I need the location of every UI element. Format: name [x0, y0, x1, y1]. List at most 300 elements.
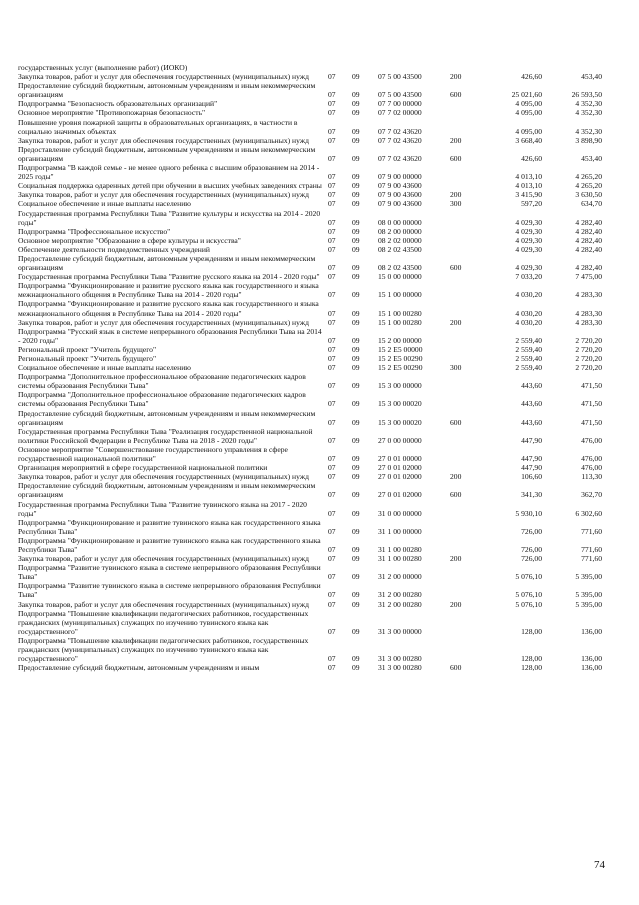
subsection-code-cell: 09 — [352, 508, 360, 518]
table-row — [18, 345, 618, 354]
target-article-cell: 08 2 00 00000 — [378, 226, 422, 236]
row-name-cell: Государственная программа Республики Тыва "Развитие культуры и искусства на 2014 - 2020 годы" — [18, 208, 321, 227]
amount-year-1-cell: 4 029,30 — [515, 226, 542, 236]
subsection-code-cell: 09 — [352, 490, 360, 500]
target-article-cell: 15 1 00 00000 — [378, 290, 422, 300]
amount-year-1-cell: 106,60 — [521, 472, 542, 482]
row-name-cell: Социальное обеспечение и иные выплаты населению — [18, 363, 191, 373]
subsection-code-cell: 09 — [352, 235, 360, 245]
target-article-cell: 08 0 00 00000 — [378, 217, 422, 227]
row-name-cell: Подпрограмма "Профессиональное искусство" — [18, 226, 171, 236]
target-article-cell: 15 1 00 00280 — [378, 317, 422, 327]
target-article-cell: 08 2 02 00000 — [378, 235, 422, 245]
table-row — [18, 463, 618, 472]
amount-year-1-cell: 4 029,30 — [515, 217, 542, 227]
subsection-code-cell: 09 — [352, 181, 360, 191]
table-row — [18, 409, 618, 427]
table-row — [18, 108, 618, 117]
section-code-cell: 07 — [328, 226, 336, 236]
amount-year-1-cell: 4 013,10 — [515, 181, 542, 191]
target-article-cell: 31 1 00 00280 — [378, 544, 422, 554]
row-name-cell: Подпрограмма "Функционирование и развитие тувинского языка как государственного языка Республики Тыва" — [18, 517, 321, 536]
row-name-cell: Социальное обеспечение и иные выплаты населению — [18, 199, 191, 209]
table-row — [18, 99, 618, 108]
subsection-code-cell: 09 — [352, 290, 360, 300]
table-row — [18, 272, 618, 281]
amount-year-2-cell: 4 282,40 — [575, 217, 602, 227]
section-code-cell: 07 — [328, 272, 336, 282]
section-code-cell: 07 — [328, 199, 336, 209]
amount-year-1-cell: 443,60 — [521, 399, 542, 409]
target-article-cell: 07 7 02 00000 — [378, 108, 422, 118]
table-row — [18, 472, 618, 481]
amount-year-2-cell: 362,70 — [581, 490, 602, 500]
amount-year-2-cell: 113,30 — [581, 472, 602, 482]
section-code-cell: 07 — [328, 217, 336, 227]
amount-year-1-cell: 341,30 — [521, 490, 542, 500]
amount-year-2-cell: 476,00 — [581, 463, 602, 473]
row-name-cell: Основное мероприятие "Совершенствование государственного управления в сфере государственной национальной политики" — [18, 444, 288, 464]
target-article-cell: 15 2 E5 00290 — [378, 363, 423, 373]
row-name-cell: Подпрограмма "Повышение квалификации педагогических работников, государственных гражданских (муниципальных) служащих по изучению тувинского языка как государственного" — [18, 608, 309, 636]
amount-year-2-cell: 5 395,00 — [575, 590, 602, 600]
row-name-cell: Предоставление субсидий бюджетным, автономным учреждениям и иным некоммерческим организациям — [18, 144, 316, 163]
amount-year-1-cell: 726,00 — [521, 526, 542, 536]
section-code-cell: 07 — [328, 572, 336, 582]
amount-year-1-cell: 4 095,00 — [515, 108, 542, 118]
table-row — [18, 199, 618, 208]
subsection-code-cell: 09 — [352, 99, 360, 109]
section-code-cell: 07 — [328, 153, 336, 163]
amount-year-1-cell: 726,00 — [521, 554, 542, 564]
amount-year-2-cell: 4 282,40 — [575, 226, 602, 236]
row-name-cell: Закупка товаров, работ и услуг для обеспечения государственных (муниципальных) нужд — [18, 135, 309, 145]
target-article-cell: 27 0 01 00000 — [378, 454, 422, 464]
target-article-cell: 07 7 02 43620 — [378, 153, 422, 163]
amount-year-1-cell: 4 029,30 — [515, 263, 542, 273]
table-row — [18, 136, 618, 145]
row-name-cell: Подпрограмма "Дополнительное профессиональное образование педагогических кадров системы образования Республики Тыва" — [18, 390, 306, 409]
budget-table — [18, 63, 618, 672]
row-name-cell: Предоставление субсидий бюджетным, автономным учреждениям и иным — [18, 663, 260, 673]
table-row — [18, 500, 618, 518]
amount-year-2-cell: 4 282,40 — [575, 263, 602, 273]
target-article-cell: 27 0 01 02000 — [378, 490, 422, 500]
table-row — [18, 245, 618, 254]
amount-year-1-cell: 2 559,40 — [515, 363, 542, 373]
row-name-cell: Предоставление субсидий бюджетным, автономным учреждениям и иным некоммерческим организациям — [18, 408, 316, 427]
row-name-cell: Подпрограмма "Функционирование и развитие русского языка как государственного и языка межнационального общения в Республике Тыва на 2014 - 2020 годы" — [18, 299, 319, 318]
amount-year-2-cell: 136,00 — [581, 663, 602, 673]
table-row — [18, 445, 618, 463]
row-name-cell: Подпрограмма "Развитие тувинского языка в системе непрерывного образования Республики Тыва" — [18, 581, 321, 600]
amount-year-2-cell: 4 265,20 — [575, 172, 602, 182]
subsection-code-cell: 09 — [352, 599, 360, 609]
expense-type-cell: 600 — [450, 490, 462, 500]
table-row — [18, 299, 618, 317]
amount-year-2-cell: 476,00 — [581, 454, 602, 464]
row-name-cell: Государственная программа Республики Тыва "Развитие русского языка на 2014 - 2020 годы" — [18, 272, 320, 282]
section-code-cell: 07 — [328, 417, 336, 427]
expense-type-cell: 600 — [450, 263, 462, 273]
subsection-code-cell: 09 — [352, 663, 360, 673]
table-row — [18, 372, 618, 390]
subsection-code-cell: 09 — [352, 308, 360, 318]
target-article-cell: 31 1 00 00000 — [378, 526, 422, 536]
subsection-code-cell: 09 — [352, 554, 360, 564]
section-code-cell: 07 — [328, 126, 336, 136]
row-name-cell: Подпрограмма "Повышение квалификации педагогических работников, государственных гражданских (муниципальных) служащих по изучению тувинского языка как государственного" — [18, 635, 309, 664]
table-row — [18, 81, 618, 99]
amount-year-2-cell: 4 352,30 — [575, 126, 602, 136]
amount-year-2-cell: 471,50 — [581, 417, 602, 427]
table-row — [18, 481, 618, 499]
amount-year-1-cell: 128,00 — [521, 663, 542, 673]
amount-year-2-cell: 4 282,40 — [575, 235, 602, 245]
section-code-cell: 07 — [328, 381, 336, 391]
table-row — [18, 563, 618, 581]
target-article-cell: 07 9 00 00000 — [378, 172, 422, 182]
subsection-code-cell: 09 — [352, 417, 360, 427]
section-code-cell: 07 — [328, 354, 336, 363]
target-article-cell: 27 0 01 02000 — [378, 463, 422, 473]
subsection-code-cell: 09 — [352, 335, 360, 345]
subsection-code-cell: 09 — [352, 90, 360, 100]
amount-year-2-cell: 4 282,40 — [575, 244, 602, 254]
target-article-cell: 08 2 02 43500 — [378, 263, 422, 273]
amount-year-2-cell: 471,50 — [581, 399, 602, 409]
section-code-cell: 07 — [328, 654, 336, 664]
target-article-cell: 27 0 01 02000 — [378, 472, 422, 482]
table-row — [18, 600, 618, 609]
amount-year-1-cell: 426,60 — [521, 153, 542, 163]
section-code-cell: 07 — [328, 544, 336, 554]
amount-year-2-cell: 4 352,30 — [575, 108, 602, 118]
target-article-cell: 07 7 02 43620 — [378, 135, 422, 145]
subsection-code-cell: 09 — [352, 172, 360, 182]
expense-type-cell: 600 — [450, 417, 462, 427]
table-row — [18, 536, 618, 554]
table-row — [18, 281, 618, 299]
amount-year-2-cell: 771,60 — [581, 554, 602, 564]
row-name-cell: Государственная программа Республики Тыва "Развитие тувинского языка на 2017 - 2020 годы" — [18, 499, 307, 518]
amount-year-1-cell: 447,90 — [521, 463, 542, 473]
amount-year-2-cell: 7 475,00 — [575, 272, 602, 282]
row-name-cell: Закупка товаров, работ и услуг для обеспечения государственных (муниципальных) нужд — [18, 72, 309, 82]
row-name-cell: Закупка товаров, работ и услуг для обеспечения государственных (муниципальных) нужд — [18, 554, 309, 564]
target-article-cell: 31 3 00 00000 — [378, 626, 422, 636]
subsection-code-cell: 09 — [352, 126, 360, 136]
amount-year-1-cell: 597,20 — [521, 199, 542, 209]
row-name-cell: Повышение уровня пожарной защиты в образовательных организациях, в частности в социально значимых объектах — [18, 117, 298, 136]
subsection-code-cell: 09 — [352, 472, 360, 482]
target-article-cell: 15 0 00 00000 — [378, 272, 422, 282]
amount-year-2-cell: 453,40 — [581, 72, 602, 82]
table-row — [18, 190, 618, 199]
subsection-code-cell: 09 — [352, 244, 360, 254]
row-name-cell: Подпрограмма "Русский язык в системе непрерывного образования Республики Тыва на 2014 - 2020 годы" — [18, 326, 322, 345]
target-article-cell: 15 3 00 00000 — [378, 381, 422, 391]
row-name-cell: Региональный проект "Учитель будущего" — [18, 354, 157, 363]
subsection-code-cell: 09 — [352, 72, 360, 82]
section-code-cell: 07 — [328, 363, 336, 373]
subsection-code-cell: 09 — [352, 544, 360, 554]
amount-year-2-cell: 2 720,20 — [575, 344, 602, 354]
target-article-cell: 07 9 00 43600 — [378, 199, 422, 209]
row-name-cell: Основное мероприятие "Противопожарная безопасность" — [18, 108, 206, 118]
expense-type-cell: 300 — [450, 199, 462, 209]
target-article-cell: 07 5 00 43500 — [378, 90, 422, 100]
amount-year-2-cell: 4 283,30 — [575, 308, 602, 318]
amount-year-1-cell: 3 415,90 — [515, 190, 542, 200]
table-row — [18, 636, 618, 663]
subsection-code-cell: 09 — [352, 526, 360, 536]
target-article-cell: 31 3 00 00280 — [378, 663, 422, 673]
amount-year-2-cell: 136,00 — [581, 654, 602, 664]
amount-year-1-cell: 4 030,20 — [515, 308, 542, 318]
section-code-cell: 07 — [328, 263, 336, 273]
section-code-cell: 07 — [328, 181, 336, 191]
expense-type-cell: 600 — [450, 90, 462, 100]
subsection-code-cell: 09 — [352, 272, 360, 282]
row-name-cell: Закупка товаров, работ и услуг для обеспечения государственных (муниципальных) нужд — [18, 190, 309, 200]
table-row — [18, 609, 618, 636]
row-name-cell: Региональный проект "Учитель будущего" — [18, 344, 157, 354]
table-row — [18, 72, 618, 81]
subsection-code-cell: 09 — [352, 463, 360, 473]
row-name-cell: Подпрограмма "В каждой семье - не менее одного ребенка с высшим образованием на 2014 - 2025 годы" — [18, 163, 320, 182]
section-code-cell: 07 — [328, 108, 336, 118]
amount-year-1-cell: 128,00 — [521, 654, 542, 664]
row-name-cell: Закупка товаров, работ и услуг для обеспечения государственных (муниципальных) нужд — [18, 317, 309, 327]
target-article-cell: 07 7 00 00000 — [378, 99, 422, 109]
table-row — [18, 390, 618, 408]
expense-type-cell: 200 — [450, 135, 462, 145]
subsection-code-cell: 09 — [352, 399, 360, 409]
amount-year-2-cell: 3 630,50 — [575, 190, 602, 200]
target-article-cell: 07 9 00 43600 — [378, 190, 422, 200]
subsection-code-cell: 09 — [352, 590, 360, 600]
subsection-code-cell: 09 — [352, 381, 360, 391]
row-name-cell: Основное мероприятие "Образование в сфере культуры и искусства" — [18, 235, 241, 245]
row-name-cell: Подпрограмма "Функционирование и развитие тувинского языка как государственного языка Республики Тыва" — [18, 535, 321, 554]
table-row — [18, 554, 618, 563]
table-row — [18, 663, 618, 672]
row-name-cell: Предоставление субсидий бюджетным, автономным учреждениям и иным некоммерческим организациям — [18, 481, 316, 500]
amount-year-2-cell: 4 283,30 — [575, 317, 602, 327]
target-article-cell: 31 1 00 00280 — [378, 554, 422, 564]
section-code-cell: 07 — [328, 335, 336, 345]
amount-year-1-cell: 726,00 — [521, 544, 542, 554]
amount-year-2-cell: 453,40 — [581, 153, 602, 163]
row-name-cell: государственных услуг (выполнение работ) (ИОКО) — [18, 63, 188, 72]
section-code-cell: 07 — [328, 317, 336, 327]
subsection-code-cell: 09 — [352, 344, 360, 354]
section-code-cell: 07 — [328, 526, 336, 536]
subsection-code-cell: 09 — [352, 217, 360, 227]
amount-year-2-cell: 771,60 — [581, 526, 602, 536]
target-article-cell: 15 3 00 00020 — [378, 399, 422, 409]
subsection-code-cell: 09 — [352, 317, 360, 327]
expense-type-cell: 200 — [450, 190, 462, 200]
expense-type-cell: 600 — [450, 663, 462, 673]
section-code-cell: 07 — [328, 626, 336, 636]
subsection-code-cell: 09 — [352, 153, 360, 163]
row-name-cell: Предоставление субсидий бюджетным, автономным учреждениям и иным некоммерческим организациям — [18, 81, 316, 100]
section-code-cell: 07 — [328, 244, 336, 254]
amount-year-1-cell: 447,90 — [521, 435, 542, 445]
table-row — [18, 209, 618, 227]
subsection-code-cell: 09 — [352, 135, 360, 145]
table-row — [18, 427, 618, 445]
amount-year-2-cell: 634,70 — [581, 199, 602, 209]
amount-year-1-cell: 2 559,40 — [515, 354, 542, 363]
amount-year-2-cell: 26 593,50 — [571, 90, 602, 100]
row-name-cell: Закупка товаров, работ и услуг для обеспечения государственных (муниципальных) нужд — [18, 472, 309, 482]
amount-year-1-cell: 4 095,00 — [515, 99, 542, 109]
row-name-cell: Государственная программа Республики Тыва "Реализация государственной национальной политики Российской Федерации в Республике Тыва на 2018 - 2020 годы" — [18, 426, 313, 445]
amount-year-2-cell: 5 395,00 — [575, 572, 602, 582]
row-name-cell: Подпрограмма "Функционирование и развитие русского языка как государственного и языка межнационального общения в Республике Тыва на 2014 - 2020 годы" — [18, 281, 319, 300]
expense-type-cell: 200 — [450, 317, 462, 327]
expense-type-cell: 300 — [450, 363, 462, 373]
amount-year-2-cell: 6 302,60 — [575, 508, 602, 518]
amount-year-1-cell: 5 076,10 — [515, 572, 542, 582]
amount-year-1-cell: 4 029,30 — [515, 235, 542, 245]
row-name-cell: Подпрограмма "Дополнительное профессиональное образование педагогических кадров системы образования Республики Тыва" — [18, 372, 306, 391]
table-row — [18, 518, 618, 536]
expense-type-cell: 200 — [450, 554, 462, 564]
table-row — [18, 227, 618, 236]
subsection-code-cell: 09 — [352, 199, 360, 209]
section-code-cell: 07 — [328, 590, 336, 600]
table-row — [18, 581, 618, 599]
amount-year-2-cell: 4 352,30 — [575, 99, 602, 109]
section-code-cell: 07 — [328, 235, 336, 245]
section-code-cell: 07 — [328, 172, 336, 182]
table-row — [18, 63, 618, 72]
amount-year-1-cell: 4 013,10 — [515, 172, 542, 182]
target-article-cell: 31 2 00 00000 — [378, 572, 422, 582]
section-code-cell: 07 — [328, 472, 336, 482]
section-code-cell: 07 — [328, 435, 336, 445]
section-code-cell: 07 — [328, 490, 336, 500]
row-name-cell: Обеспечение деятельности подведомственных учреждений — [18, 244, 210, 254]
amount-year-2-cell: 3 898,90 — [575, 135, 602, 145]
amount-year-1-cell: 447,90 — [521, 454, 542, 464]
section-code-cell: 07 — [328, 344, 336, 354]
amount-year-2-cell: 771,60 — [581, 544, 602, 554]
amount-year-1-cell: 7 033,20 — [515, 272, 542, 282]
table-row — [18, 327, 618, 345]
subsection-code-cell: 09 — [352, 435, 360, 445]
amount-year-1-cell: 4 030,20 — [515, 290, 542, 300]
amount-year-1-cell: 4 095,00 — [515, 126, 542, 136]
expense-type-cell: 600 — [450, 153, 462, 163]
section-code-cell: 07 — [328, 308, 336, 318]
target-article-cell: 31 2 00 00280 — [378, 590, 422, 600]
amount-year-1-cell: 2 559,40 — [515, 335, 542, 345]
target-article-cell: 15 2 E5 00000 — [378, 344, 423, 354]
subsection-code-cell: 09 — [352, 263, 360, 273]
amount-year-1-cell: 4 030,20 — [515, 317, 542, 327]
subsection-code-cell: 09 — [352, 572, 360, 582]
row-name-cell: Предоставление субсидий бюджетным, автономным учреждениям и иным некоммерческим организациям — [18, 253, 316, 273]
amount-year-2-cell: 4 265,20 — [575, 181, 602, 191]
target-article-cell: 07 7 02 43620 — [378, 126, 422, 136]
subsection-code-cell: 09 — [352, 654, 360, 664]
table-row — [18, 318, 618, 327]
subsection-code-cell: 09 — [352, 626, 360, 636]
table-row — [18, 254, 618, 272]
section-code-cell: 07 — [328, 399, 336, 409]
section-code-cell: 07 — [328, 663, 336, 673]
table-row — [18, 118, 618, 136]
subsection-code-cell: 09 — [352, 363, 360, 373]
amount-year-1-cell: 4 029,30 — [515, 244, 542, 254]
subsection-code-cell: 09 — [352, 454, 360, 464]
target-article-cell: 31 3 00 00280 — [378, 654, 422, 664]
amount-year-2-cell: 2 720,20 — [575, 363, 602, 373]
amount-year-1-cell: 5 076,10 — [515, 599, 542, 609]
amount-year-1-cell: 2 559,40 — [515, 344, 542, 354]
target-article-cell: 15 2 00 00000 — [378, 335, 422, 345]
target-article-cell: 15 3 00 00020 — [378, 417, 422, 427]
section-code-cell: 07 — [328, 135, 336, 145]
target-article-cell: 15 1 00 00280 — [378, 308, 422, 318]
table-row — [18, 363, 618, 372]
target-article-cell: 31 2 00 00280 — [378, 599, 422, 609]
amount-year-1-cell: 443,60 — [521, 417, 542, 427]
subsection-code-cell: 09 — [352, 354, 360, 363]
section-code-cell: 07 — [328, 454, 336, 464]
table-row — [18, 181, 618, 190]
target-article-cell: 07 9 00 43600 — [378, 181, 422, 191]
section-code-cell: 07 — [328, 463, 336, 473]
table-row — [18, 354, 618, 363]
amount-year-1-cell: 5 930,10 — [515, 508, 542, 518]
subsection-code-cell: 09 — [352, 190, 360, 200]
row-name-cell: Закупка товаров, работ и услуг для обеспечения государственных (муниципальных) нужд — [18, 599, 309, 609]
section-code-cell: 07 — [328, 90, 336, 100]
amount-year-2-cell: 5 395,00 — [575, 599, 602, 609]
amount-year-2-cell: 136,00 — [581, 626, 602, 636]
section-code-cell: 07 — [328, 554, 336, 564]
amount-year-1-cell: 426,60 — [521, 72, 542, 82]
expense-type-cell: 200 — [450, 599, 462, 609]
row-name-cell: Подпрограмма "Безопасность образовательных организаций" — [18, 99, 218, 109]
amount-year-2-cell: 2 720,20 — [575, 335, 602, 345]
target-article-cell: 15 2 E5 00290 — [378, 354, 423, 363]
amount-year-1-cell: 5 076,10 — [515, 590, 542, 600]
amount-year-1-cell: 443,60 — [521, 381, 542, 391]
amount-year-2-cell: 2 720,20 — [575, 354, 602, 363]
section-code-cell: 07 — [328, 72, 336, 82]
subsection-code-cell: 09 — [352, 108, 360, 118]
amount-year-1-cell: 128,00 — [521, 626, 542, 636]
row-name-cell: Социальная поддержка одаренных детей при обучении в высших учебных заведениях страны — [18, 181, 322, 191]
table-row — [18, 145, 618, 163]
section-code-cell: 07 — [328, 99, 336, 109]
table-row — [18, 163, 618, 181]
page-number: 74 — [594, 859, 605, 871]
section-code-cell: 07 — [328, 190, 336, 200]
section-code-cell: 07 — [328, 508, 336, 518]
target-article-cell: 31 0 00 00000 — [378, 508, 422, 518]
row-name-cell: Организация мероприятий в сфере государственной национальной политики — [18, 463, 268, 473]
subsection-code-cell: 09 — [352, 226, 360, 236]
amount-year-2-cell: 476,00 — [581, 435, 602, 445]
